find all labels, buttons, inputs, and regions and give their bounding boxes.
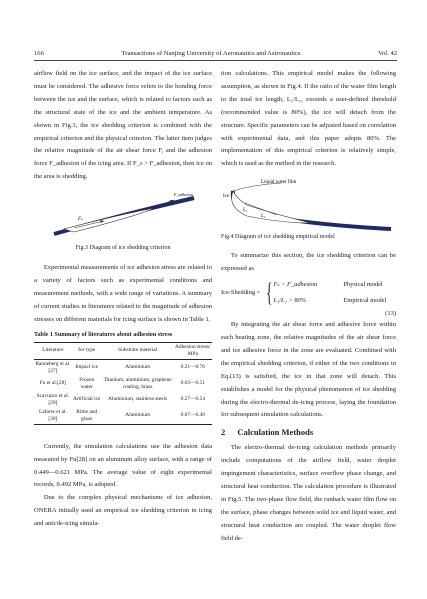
equation-cases [273,279,386,308]
table-row [34,359,212,376]
cell: 0.07—0.40 [180,412,205,419]
equation-number: (13) [385,310,396,318]
equation-lhs: Ice-Shedding = [221,288,261,296]
case-condition: L₁/L₂ > 80% [273,296,307,304]
case-condition: Fₛ > F_adhesion [273,280,318,288]
journal-title: Transactions of Nanjing University of Aeronautics and Astronautics [121,50,301,57]
table-1-caption: Table 1 Summary of literatures about adhesion stress [34,331,173,338]
figure-3 [34,188,212,252]
table-header-row [34,342,212,359]
l2-label: L₂ [261,214,266,220]
cell: Aluminium [125,412,151,419]
right-column [221,68,396,546]
liquid-film-label: Liquid water film [261,180,297,186]
figure-4 [221,179,396,242]
figure-4-caption: Fig.4 Diagram of ice shedding empirical model [221,234,335,241]
ice-label: Ice [223,194,230,200]
cell: Aluminium, stainless steels [108,396,168,403]
cell: 0.03—0.51 [180,380,205,387]
left-column [34,68,212,531]
page-number: 166 [34,50,44,57]
fadhesion-label: F_adhesion [174,192,193,198]
header-ice-type: Ice type [78,347,96,354]
cell: Fu et al.[28] [39,380,67,387]
equation-13 [221,278,396,308]
paragraph: Currently, the simulation calculations use the adhesion data measured by Fu[28] on an aluminum alloy surface, with a range of 0.449—0.621 MPa. The average value of eight experimental records, 0.492 MPa, is adopted. [34,442,212,489]
cell: Titanium, aluminium, graphene coating, brass [103,376,172,390]
paragraph: By integrating the air shear force and adhesive force within each heating zone, the relative magnitudes of the air shear force and ice adhesive force in the zone are evaluated. Combined with the empirical shedding criterion, if either of the two conditions in Eq.(13) is satisfied, the ice in that zone will detach. This establishes a model for the physical phenomenon of ice shedding during the electro-thermal de-icing process, laying the foundation for subsequent simulation calculations. [221,321,396,419]
adhesion-stress-table [34,342,212,425]
table-row [34,408,212,425]
header-adhesion-stress: Adhesion stress/ MPa [175,343,211,357]
paragraph: Experimental measurements of ice adhesion stress are related to a variety of factors such as experimental conditions and measurement methods, with a wide range of variations. A summary of current studies in literatures related to the magnitude of adhesion stresses on different materials for icing surface is shown in Table 1. [34,264,212,323]
equation-case [273,295,386,308]
paragraph: Due to the complex physical mechanisms of ice adhesion, ONERA initially used an empirical ice shedding criterion in icing and anti/de-icing simula- [34,494,212,528]
paragraph: To summarize this section, the ice shedding criterion can be expressed as [221,252,396,273]
section-heading [221,427,396,438]
paragraph: airflow field on the ice surface, and the impact of the ice surface must be considered. The adhesive force refers to the bonding force between the ice and the surface, which is related to factors such as the structural state of the ice and the ambient temperature. As shown in Fig.3, the ice shedding criterion is combined with the empirical criterion and the physical criterion. The latter item judges the relative magnitude of the air shear force F, and the adhesion force F_adhesion of the icing area. If F_s > F_adhesion, then ice on the area is shedding. [34,70,212,181]
cell: 0.27—0.54 [180,396,205,403]
fs-label: Fₛ [78,217,83,223]
l1-label: L₁ [243,208,248,214]
header-substrate: Substrate material [118,347,158,354]
cell: Laforte et al.[30] [39,408,67,422]
section-number: 2 [221,427,226,438]
cell: 0.21—0.76 [180,364,205,371]
cell: Scavuzzo et al.[29] [36,392,70,406]
ice-shedding-empirical-diagram [221,179,396,231]
header-literature: Literature [42,347,64,354]
table-row [34,376,212,392]
section-title: Calculation Methods [237,427,314,438]
table-row [34,392,212,408]
ice-shedding-criterion-diagram [34,188,212,242]
figure-3-caption: Fig.3 Diagram of ice shedding criterion [75,245,171,252]
paragraph: The electro-thermal de-icing calculation methods primarily include computations of the airflow field, water droplet impingement characteristics, surface overflow phase change, and structural heat conduction. The calculation procedure is illustrated in Fig.5. The two-phase flow field, the runback water film flow on the surface, phase changes between solid ice and liquid water, and structural heat conduction are coupled. The water droplet flow field de- [221,444,396,542]
paragraph: tion calculations. This empirical model makes the following assumption, as shown in Fig.4. If the ratio of the water film length to the total ice length, L₁/L₂, exceeds a user-defined threshold (recommended value is 80%), the ice will detach from the structure. Specific parameters can be adjusted based on correlation with experimental data, and this paper adopts 80%. The implementation of this empirical criterion is relatively simple, which is used as the method in the research. [221,70,396,168]
cell: Impact ice [75,364,98,371]
volume-label: Vol. 42 [378,50,397,57]
cell: Rime and glaze [76,408,98,422]
brace: { [266,278,273,308]
cell: Artificial ice [73,396,101,403]
cell: Aluminium [125,364,151,371]
cell: Frozen water [79,376,95,390]
equation-case [273,279,386,292]
case-label: Physical model [343,280,383,288]
cell: Ranneberg et al.[27] [35,360,71,374]
page-header [34,43,397,61]
case-label: Empirical model [343,296,387,304]
